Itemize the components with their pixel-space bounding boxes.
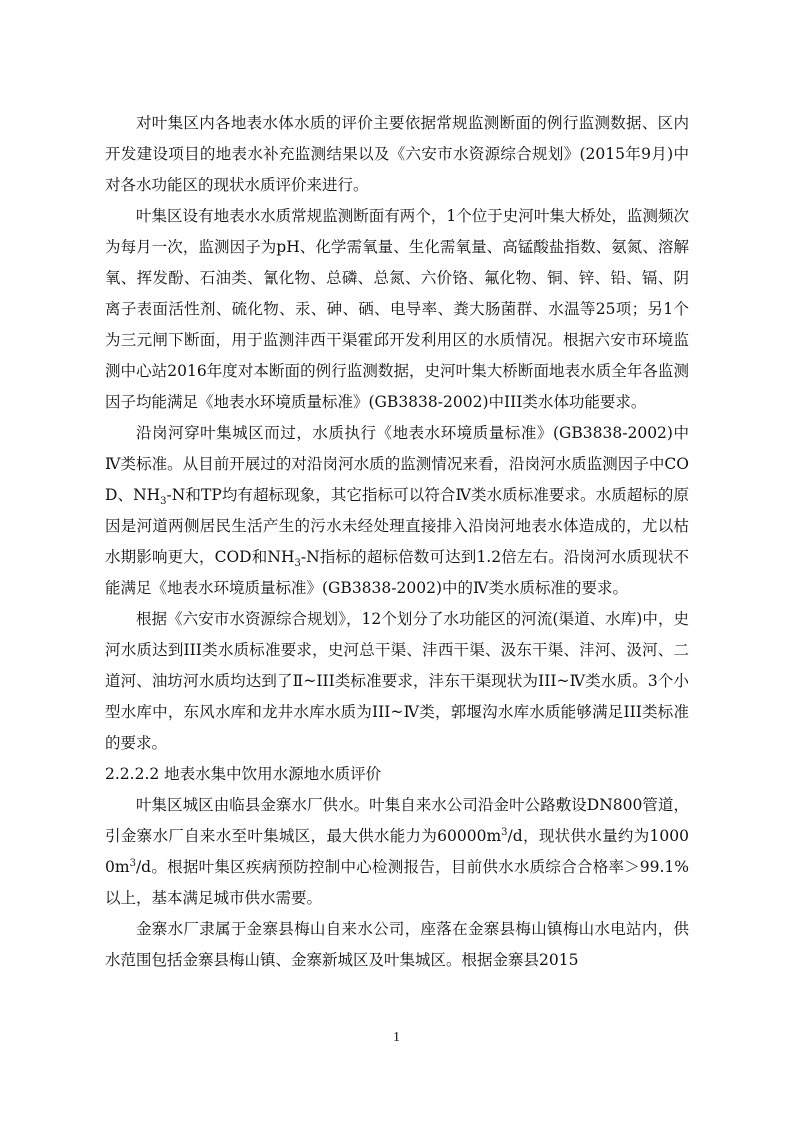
section-heading: 2.2.2.2 地表水集中饮用水源地水质评价 (105, 765, 382, 783)
yangang-text-part-2: -N和TP均有超标现象，其它指标可以符合Ⅳ类水质标准要求。水质超标的原因是河道两侧居民生活产生的污水未经处理直接排入沿岗河地表水体造成的，尤以枯水期影响更大，COD和NH (105, 486, 689, 566)
yangang-text-part-1: 沿岗河穿叶集城区而过，水质执行《地表水环境质量标准》(GB3838-2002)中Ⅳ类标准。从目前开展过的对沿岗河水质的监测情况来看，沿岗河水质监测因子中COD、NH (105, 424, 689, 504)
nh3-subscript-1: 3 (160, 496, 167, 508)
page-number: 1 (393, 1030, 400, 1045)
paragraph-yangang-river (105, 418, 689, 604)
cubic-superscript-2: 3 (129, 857, 136, 869)
supply-text-part-1: 叶集区城区由临县金寨水厂供水。叶集自来水公司沿金叶公路敷设DN800管道，引金寨水厂自来水至叶集城区，最大供水能力为60000m (105, 796, 689, 845)
paragraph-water-function-zones: 根据《六安市水资源综合规划》，12个划分了水功能区的河流(渠道、水库)中，史河水质达到III类水质标准要求，史河总干渠、沣西干渠、汲东干渠、沣河、汲河、二道河、油坊河水质均达到了Ⅱ~III类标准要求，沣东干渠现状为III~Ⅳ类水质。3个小型水库中，东风水库和龙井水库水质为III~Ⅳ类，郭堰沟水库水质能够满足III类标准的要求。 (105, 610, 689, 752)
paragraph-water-supply (105, 790, 689, 914)
yangang-text-part-3: -N指标的超标倍数可达到1.2倍左右。沿岗河水质现状不能满足《地表水环境质量标准》(GB3838-2002)中的Ⅳ类水质标准的要求。 (105, 548, 690, 597)
body-text (105, 108, 689, 976)
paragraph-jinzhai-waterworks: 金寨水厂隶属于金寨县梅山自来水公司，座落在金寨县梅山镇梅山水电站内，供水范围包括金寨县梅山镇、金寨新城区及叶集城区。根据金寨县2015 (105, 920, 689, 969)
paragraph-water-quality-basis: 对叶集区内各地表水体水质的评价主要依据常规监测断面的例行监测数据、区内开发建设项目的地表水补充监测结果以及《六安市水资源综合规划》(2015年9月)中对各水功能区的现状水质评价来进行。 (105, 114, 689, 194)
paragraph-monitoring-sections: 叶集区设有地表水水质常规监测断面有两个，1个位于史河叶集大桥处，监测频次为每月一次，监测因子为pH、化学需氧量、生化需氧量、高锰酸盐指数、氨氮、溶解氧、挥发酚、石油类、氰化物、总磷、总氮、六价铬、氟化物、铜、锌、铅、镉、阴离子表面活性剂、硫化物、汞、砷、硒、电导率、粪大肠菌群、水温等25项；另1个为三元闸下断面，用于监测沣西干渠霍邱开发利用区的水质情况。根据六安市环境监测中心站2016年度对本断面的例行监测数据，史河叶集大桥断面地表水质全年各监测因子均能满足《地表水环境质量标准》(GB3838-2002)中III类水体功能要求。 (105, 207, 689, 411)
cubic-superscript-1: 3 (501, 826, 508, 838)
supply-text-part-3: /d。根据叶集区疾病预防控制中心检测报告，目前供水水质综合合格率＞99.1%以上，基本满足城市供水需要。 (105, 858, 689, 907)
supply-text-part-2: /d，现状供水量约为10000m (105, 827, 689, 876)
nh3-subscript-2: 3 (294, 558, 301, 570)
